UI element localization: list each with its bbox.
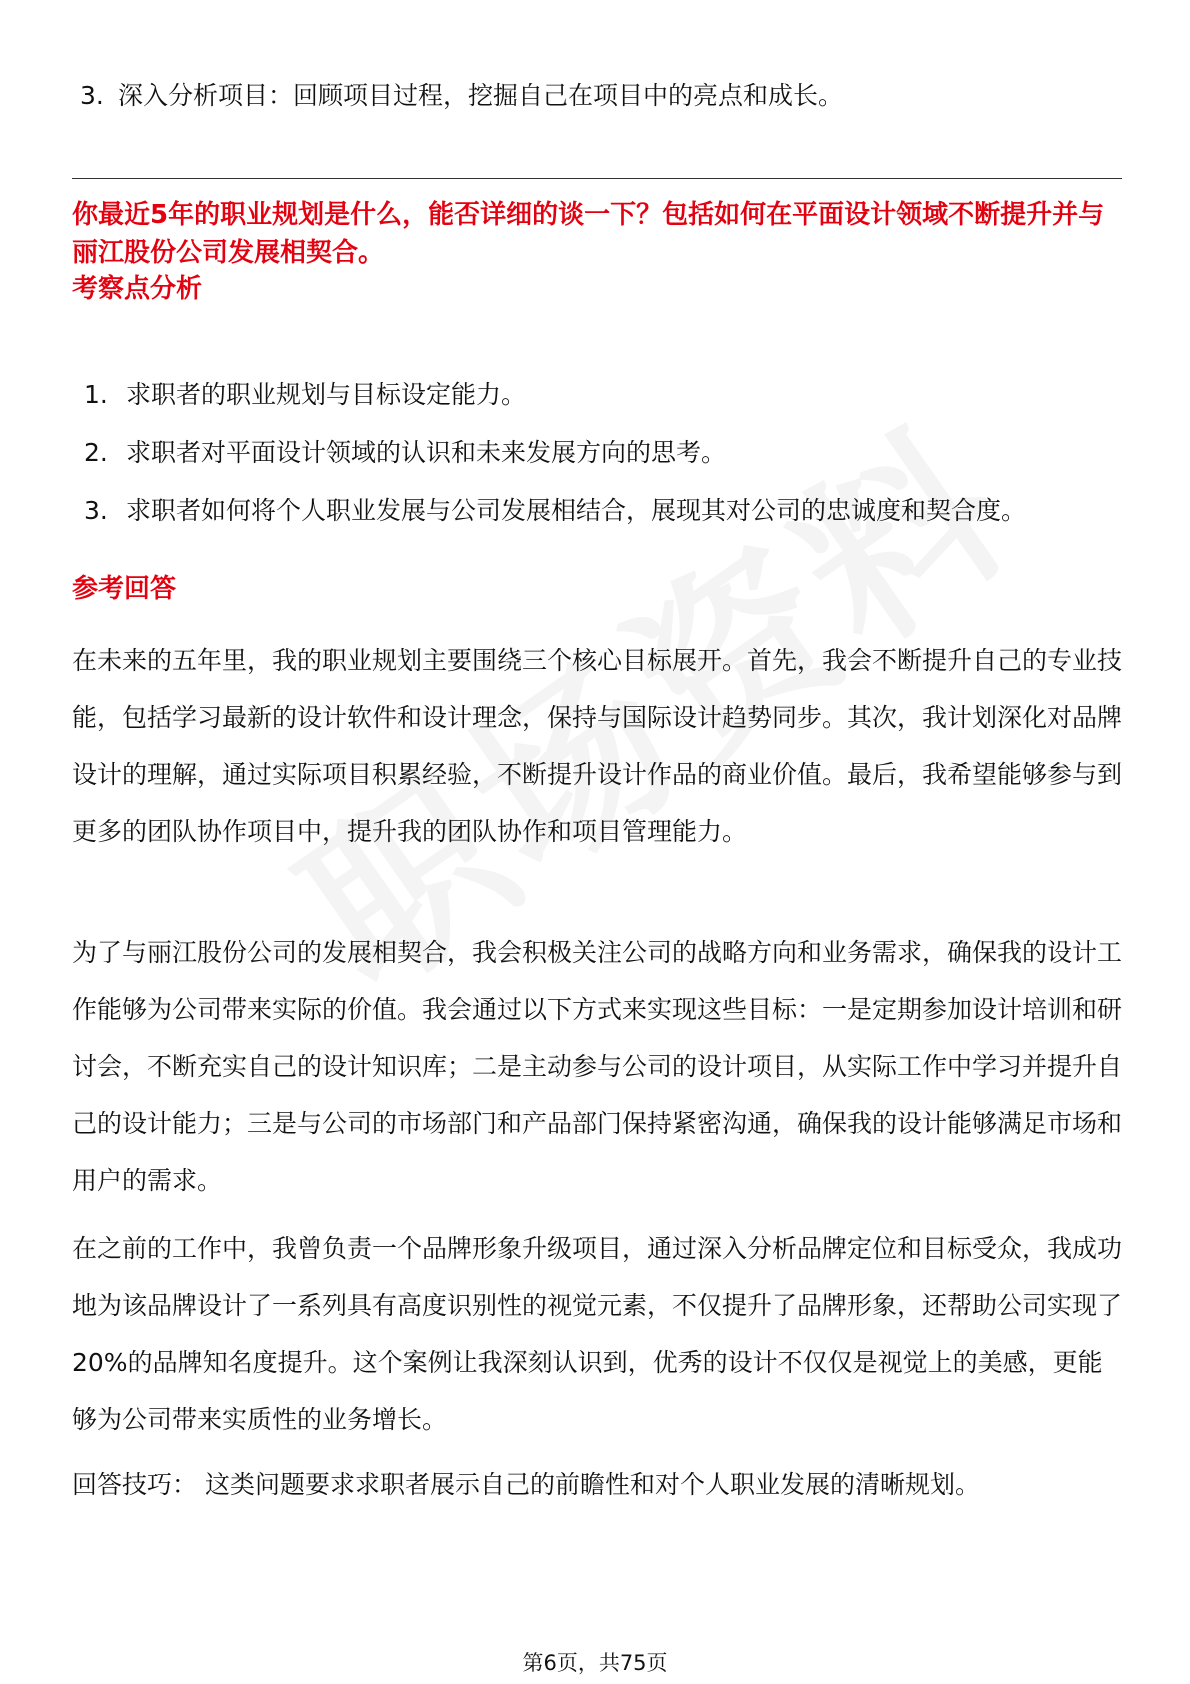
answer-tip: 回答技巧： 这类问题要求求职者展示自己的前瞻性和对个人职业发展的清晰规划。 [72, 1470, 980, 1499]
page-number: 第6页，共75页 [522, 1651, 668, 1675]
list-item-text: 求职者的职业规划与目标设定能力。 [126, 380, 527, 409]
answer-paragraph: 在之前的工作中，我曾负责一个品牌形象升级项目，通过深入分析品牌定位和目标受众，我成功地为该品牌设计了一系列具有高度识别性的视觉元素，不仅提升了品牌形象，还帮助公司实现了20%的品牌知名度提升。这个案例让我深刻认识到，优秀的设计不仅仅是视觉上的美感，更能够为公司带来实质性的业务增长。 [72, 1234, 1123, 1434]
analysis-item [84, 424, 1124, 482]
question-heading: 你最近5年的职业规划是什么，能否详细的谈一下？包括如何在平面设计领域不断提升并与丽江股份公司发展相契合。 [72, 200, 1105, 268]
answer-title: 参考回答 [72, 574, 177, 604]
analysis-item [84, 482, 1124, 540]
answer-paragraph: 在未来的五年里，我的职业规划主要围绕三个核心目标展开。首先，我会不断提升自己的专业技能，包括学习最新的设计软件和设计理念，保持与国际设计趋势同步。其次，我计划深化对品牌设计的理解，通过实际项目积累经验，不断提升设计作品的商业价值。最后，我希望能够参与到更多的团队协作项目中，提升我的团队协作和项目管理能力。 [72, 646, 1123, 846]
analysis-title: 考察点分析 [72, 274, 203, 304]
analysis-item [84, 366, 1124, 424]
previous-list-item [80, 76, 843, 116]
analysis-list [84, 366, 1124, 540]
list-number: 3. [80, 81, 104, 110]
answer-paragraph: 为了与丽江股份公司的发展相契合，我会积极关注公司的战略方向和业务需求，确保我的设计工作能够为公司带来实际的价值。我会通过以下方式来实现这些目标：一是定期参加设计培训和研讨会，不断充实自己的设计知识库；二是主动参与公司的设计项目，从实际工作中学习并提升自己的设计能力；三是与公司的市场部门和产品部门保持紧密沟通，确保我的设计能够满足市场和用户的需求。 [72, 938, 1123, 1195]
divider [72, 178, 1122, 179]
list-number: 2. [84, 438, 108, 467]
list-number: 3. [84, 496, 108, 525]
list-item-text: 深入分析项目：回顾项目过程，挖掘自己在项目中的亮点和成长。 [118, 81, 844, 110]
list-number: 1. [84, 380, 108, 409]
list-item-text: 求职者对平面设计领域的认识和未来发展方向的思考。 [126, 438, 727, 467]
list-item-text: 求职者如何将个人职业发展与公司发展相结合，展现其对公司的忠诚度和契合度。 [126, 496, 1027, 525]
